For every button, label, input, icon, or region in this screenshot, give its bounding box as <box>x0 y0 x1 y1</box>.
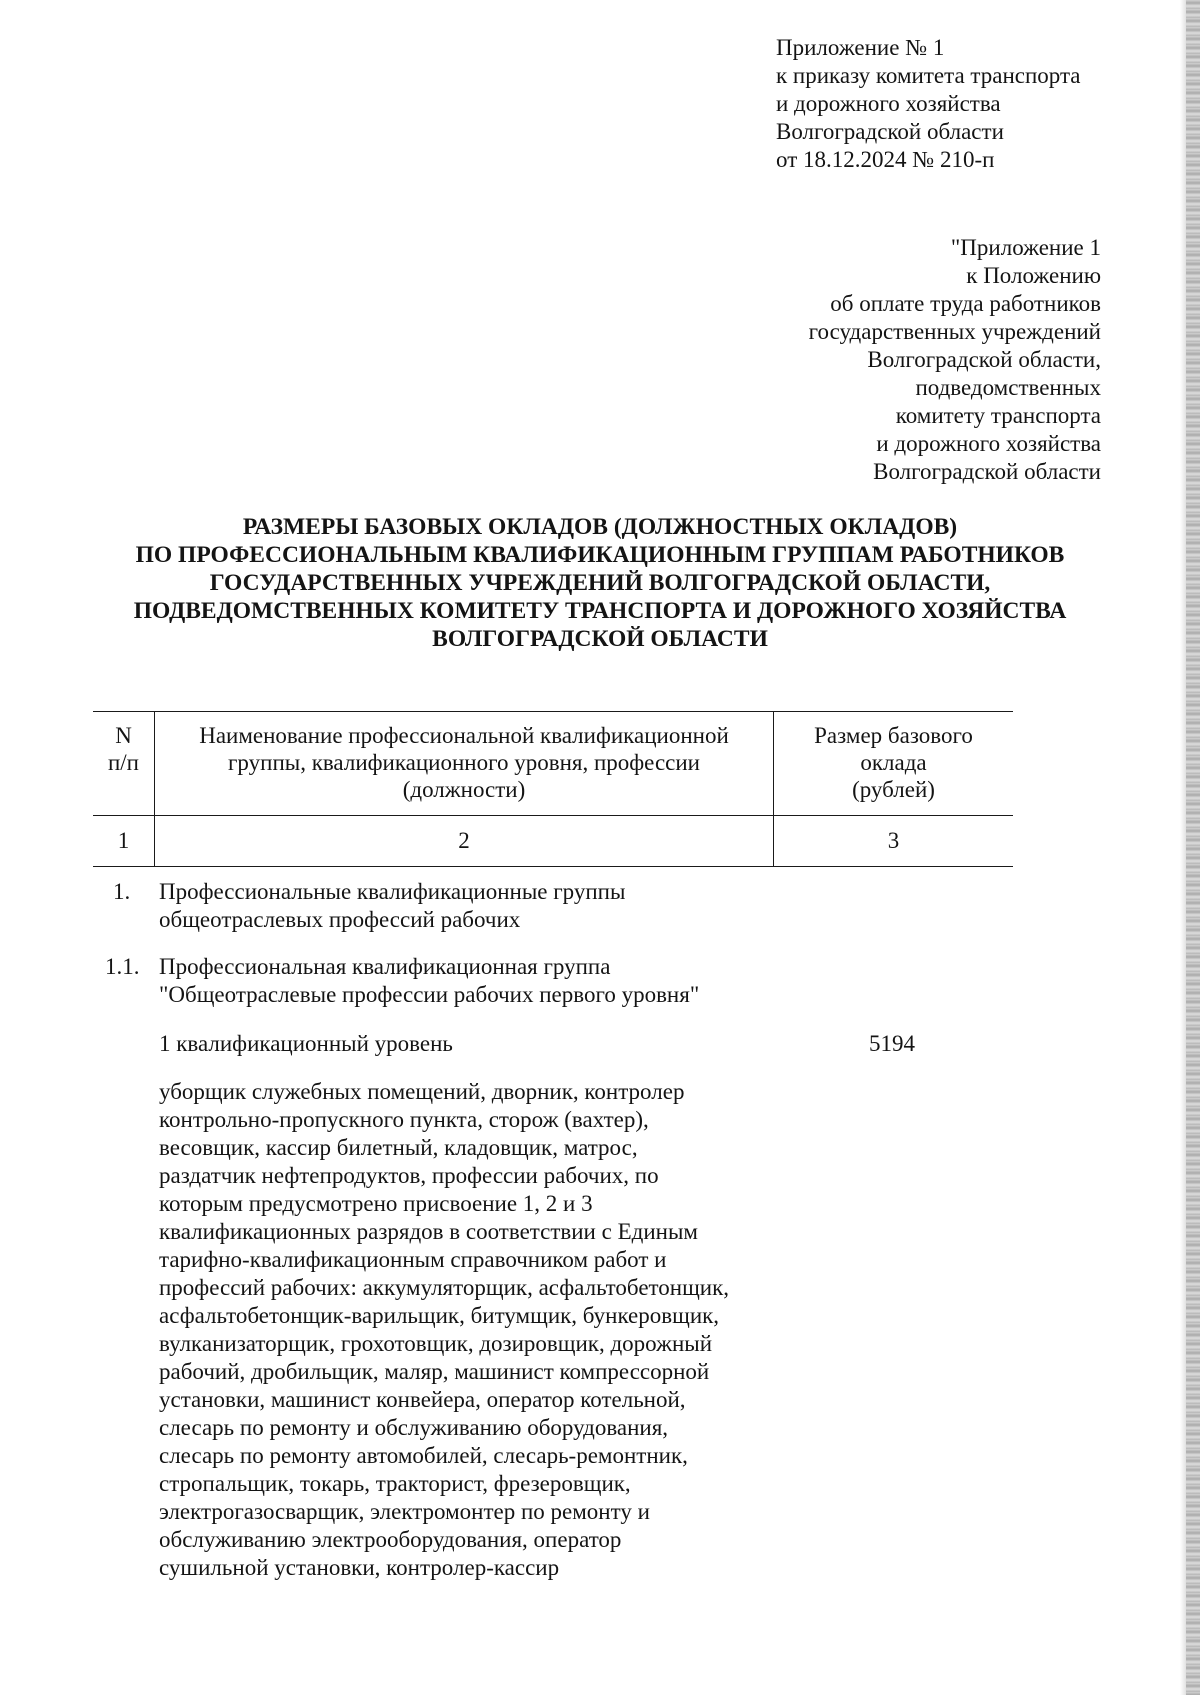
header-name-column <box>155 722 773 803</box>
header-salary-column <box>774 722 1013 803</box>
scan-edge <box>1186 0 1200 1695</box>
profession-line: профессий рабочих: аккумуляторщик, асфальтобетонщик, <box>159 1275 730 1300</box>
header-text: оклада <box>860 750 927 775</box>
header-number-column <box>93 722 154 776</box>
document-title <box>0 513 1200 653</box>
row-text: "Общеотраслевые профессии рабочих первого уровня" <box>159 982 700 1007</box>
profession-line: слесарь по ремонту и обслуживанию оборудования, <box>159 1415 669 1440</box>
profession-line: слесарь по ремонту автомобилей, слесарь-ремонтник, <box>159 1443 688 1468</box>
row-text: Профессиональные квалификационные группы <box>159 879 626 904</box>
table-rule-bottom <box>93 866 1013 867</box>
profession-line: электрогазосварщик, электромонтер по ремонту и <box>159 1499 650 1524</box>
appendix-line: Волгоградской области <box>776 119 1004 144</box>
row-subgroup-title <box>159 953 699 1009</box>
profession-line: которым предусмотрено присвоение 1, 2 и 3 <box>159 1191 593 1216</box>
table-rule-top <box>93 711 1013 712</box>
profession-line: стропальщик, токарь, тракторист, фрезеровщик, <box>159 1471 631 1496</box>
row-number: 1. <box>113 879 131 904</box>
profession-line: асфальтобетонщик-варильщик, битумщик, бункеровщик, <box>159 1303 720 1328</box>
quote-line: комитету транспорта <box>895 403 1101 428</box>
title-line: ПОДВЕДОМСТВЕННЫХ КОМИТЕТУ ТРАНСПОРТА И ДОРОЖНОГО ХОЗЯЙСТВА <box>133 598 1067 624</box>
header-text: группы, квалификационного уровня, профессии <box>228 750 700 775</box>
appendix-line: и дорожного хозяйства <box>776 91 1001 116</box>
column-number-1: 1 <box>117 828 130 853</box>
qualification-level: 1 квалификационный уровень <box>159 1031 453 1056</box>
base-salary-value: 5194 <box>869 1031 915 1056</box>
quote-line: об оплате труда работников <box>830 291 1101 316</box>
header-text: Наименование профессиональной квалификационной <box>199 723 729 748</box>
appendix-line: к приказу комитета транспорта <box>776 63 1081 88</box>
row-group-title <box>159 878 625 934</box>
header-text: Размер базового <box>814 723 973 748</box>
column-number-3: 3 <box>887 828 900 853</box>
profession-line: весовщик, кассир билетный, кладовщик, матрос, <box>159 1135 638 1160</box>
profession-line: сушильной установки, контролер-кассир <box>159 1555 560 1580</box>
header-text: N <box>115 723 132 748</box>
profession-line: контрольно-пропускного пункта, сторож (вахтер), <box>159 1107 649 1132</box>
title-line: ВОЛГОГРАДСКОЙ ОБЛАСТИ <box>432 626 768 652</box>
quote-line: к Положению <box>966 263 1101 288</box>
header-text: п/п <box>107 750 139 775</box>
professions-list <box>159 1078 729 1582</box>
header-text: (рублей) <box>852 777 935 802</box>
table-rule-middle <box>93 815 1013 816</box>
profession-line: раздатчик нефтепродуктов, профессии рабочих, по <box>159 1163 659 1188</box>
appendix-quote <box>809 234 1101 486</box>
quote-line: государственных учреждений <box>808 319 1101 344</box>
profession-line: обслуживанию электрооборудования, оператор <box>159 1527 622 1552</box>
row-text: общеотраслевых профессий рабочих <box>159 907 521 932</box>
header-text: (должности) <box>402 777 526 802</box>
quote-line: Волгоградской области, <box>867 347 1101 372</box>
quote-line: "Приложение 1 <box>950 235 1101 260</box>
appendix-line: Приложение № 1 <box>776 35 945 60</box>
appendix-date-number: от 18.12.2024 № 210-п <box>776 147 995 172</box>
profession-line: квалификационных разрядов в соответствии с Единым <box>159 1219 698 1244</box>
profession-line: уборщик служебных помещений, дворник, контролер <box>159 1079 685 1104</box>
column-number-2: 2 <box>458 828 470 853</box>
row-text: Профессиональная квалификационная группа <box>159 954 611 979</box>
profession-line: рабочий, дробильщик, маляр, машинист компрессорной <box>159 1359 710 1384</box>
title-line: ПО ПРОФЕССИОНАЛЬНЫМ КВАЛИФИКАЦИОННЫМ ГРУППАМ РАБОТНИКОВ <box>135 542 1065 568</box>
quote-line: и дорожного хозяйства <box>876 431 1101 456</box>
row-number: 1.1. <box>105 954 140 979</box>
quote-line: подведомственных <box>915 375 1101 400</box>
appendix-reference <box>776 34 1081 174</box>
title-line: РАЗМЕРЫ БАЗОВЫХ ОКЛАДОВ (ДОЛЖНОСТНЫХ ОКЛАДОВ) <box>242 514 958 540</box>
quote-line: Волгоградской области <box>873 459 1101 484</box>
profession-line: установки, машинист конвейера, оператор котельной, <box>159 1387 686 1412</box>
title-line: ГОСУДАРСТВЕННЫХ УЧРЕЖДЕНИЙ ВОЛГОГРАДСКОЙ ОБЛАСТИ, <box>209 570 991 596</box>
profession-line: вулканизаторщик, грохотовщик, дозировщик, дорожный <box>159 1331 713 1356</box>
profession-line: тарифно-квалификационным справочником работ и <box>159 1247 667 1272</box>
